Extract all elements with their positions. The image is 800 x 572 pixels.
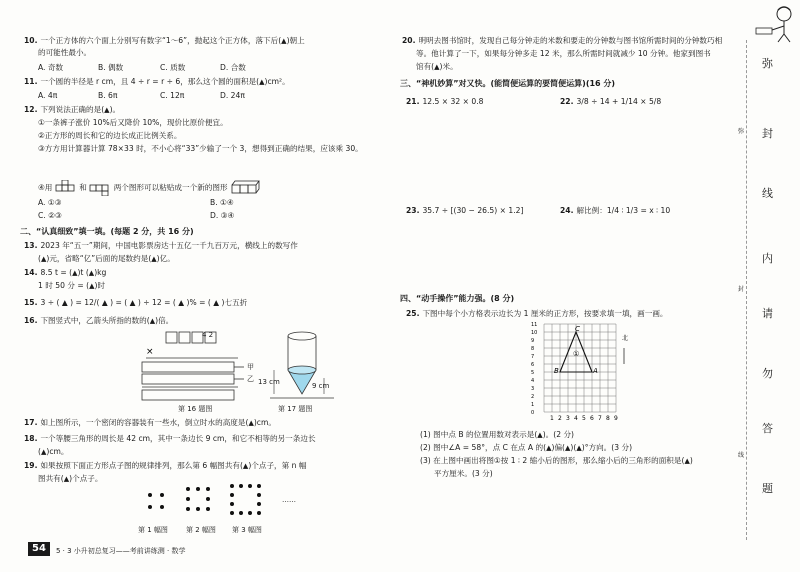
dot [160, 493, 164, 497]
dot [206, 507, 210, 511]
ellipsis: …… [282, 496, 296, 504]
figure-16-long-multiplication [138, 328, 248, 404]
dot [257, 484, 261, 488]
dot [248, 484, 252, 488]
x-tick-label: 5 [582, 415, 586, 422]
option-d[interactable]: D. 合数 [220, 63, 246, 72]
question-25-part1: (1) 图中点 B 的位置用数对表示是(▲)。(2 分) [420, 430, 575, 439]
x-tick-label: 8 [606, 415, 610, 422]
north-label: 北 [622, 335, 629, 342]
dot [160, 505, 164, 509]
question-23: 23. 35.7 ÷ [(30 − 26.5) × 1.2] [406, 206, 524, 215]
gutter-char: 题 [762, 482, 773, 495]
y-tick-label: 5 [531, 370, 535, 376]
height-label-13cm: 13 cm [258, 378, 280, 386]
x-tick-label: 4 [574, 415, 578, 422]
dot [186, 487, 190, 491]
question-12: 12. 下列说法正确的是(▲)。 [24, 105, 121, 114]
dot [239, 484, 243, 488]
gutter-char: 请 [762, 307, 773, 320]
dot [230, 493, 234, 497]
option-c[interactable]: C. ②③ [38, 211, 62, 220]
coordinate-grid [530, 320, 650, 424]
page-number: 54 [28, 542, 50, 556]
dot [248, 511, 252, 515]
y-tick-label: 8 [531, 346, 535, 352]
section-4-heading: 四、“动手操作”能力强。(8 分) [400, 294, 515, 303]
question-24: 24. 解比例：1/4 ∶ 1/3 = x ∶ 10 [560, 206, 671, 215]
gutter-char: 内 [762, 252, 773, 265]
gutter-small-char: 弥 [738, 128, 745, 135]
y-tick-label: 4 [531, 378, 535, 384]
gutter-small-char: 封 [738, 286, 745, 293]
cube-net-icon [55, 180, 77, 196]
option-a[interactable]: A. 4π [38, 91, 58, 100]
dot [230, 484, 234, 488]
x-tick-label: 3 [566, 415, 570, 422]
dot [186, 507, 190, 511]
gutter-char: 线 [762, 187, 773, 200]
point-c-label: C [575, 325, 580, 333]
multiplier-digits: 4 2 [202, 331, 214, 339]
dot [257, 511, 261, 515]
statement-1: ①一条裤子涨价 10%后又降价 10%，现价比原价便宜。 [38, 118, 228, 127]
question-20-line3: 馆有(▲)米。 [416, 62, 458, 71]
cartoon-figure-icon [754, 4, 798, 44]
question-18-line2: (▲)cm。 [38, 447, 69, 456]
figure-one-label: ① [573, 350, 580, 358]
cube-net-icon [89, 180, 111, 196]
dot [196, 487, 200, 491]
figure-19-caption-2: 第 2 幅图 [186, 526, 216, 534]
option-d[interactable]: D. ③④ [210, 211, 235, 220]
question-25-part2: (2) 图中∠A = 58°，点 C 在点 A 的(▲)偏(▲)(▲)°方向。(3 分) [420, 443, 633, 452]
question-20-line2: 等。他计算了一下，如果每分钟多走 12 米，那么所需时间就减少 10 分钟。他家到图书 [416, 49, 711, 58]
question-10-line2: 的可能性最小。 [38, 48, 92, 57]
option-d[interactable]: D. 24π [220, 91, 245, 100]
dot [186, 497, 190, 501]
option-b[interactable]: B. ①④ [210, 198, 234, 207]
y-tick-label: 3 [531, 386, 535, 392]
question-19-line2: 图共有(▲)个点子。 [38, 474, 103, 483]
x-tick-label: 2 [558, 415, 562, 422]
question-10: 10. 一个正方体的六个面上分别写有数字“1～6”，抛起这个正方体，落下后(▲)朝上 [24, 36, 305, 45]
question-25: 25. 下图中每个小方格表示边长为 1 厘米的正方形，按要求填一填，画一画。 [406, 309, 668, 318]
figure-16-caption: 第 16 题图 [178, 405, 213, 413]
question-21: 21. 12.5 × 32 × 0.8 [406, 97, 484, 106]
figure-19-caption-1: 第 1 幅图 [138, 526, 168, 534]
x-tick-label: 6 [590, 415, 594, 422]
option-a[interactable]: A. ①③ [38, 198, 62, 207]
statement-3: ③方方用计算器计算 78×33 时，不小心将“33”少输了一个 3，想得到正确的结果，应该乘 30。 [38, 144, 363, 153]
question-15: 15. 3 ÷ ( ▲ ) = 12/( ▲ ) = ( ▲ ) ÷ 12 = ( ▲ )% = ( ▲ )七五折 [24, 298, 248, 307]
point-b-label: B [554, 367, 559, 375]
dot [148, 505, 152, 509]
question-13-line2: (▲)元，省略“亿”后面的尾数约是(▲)亿。 [38, 254, 175, 263]
option-c[interactable]: C. 12π [160, 91, 185, 100]
x-tick-label: 7 [598, 415, 602, 422]
dot [239, 511, 243, 515]
gutter-small-char: 线 [738, 452, 745, 459]
dot [148, 493, 152, 497]
times-sign: × [146, 347, 154, 357]
cut-line [746, 40, 747, 540]
gutter-char: 勿 [762, 367, 773, 380]
question-20: 20. 明明去图书馆时，发现自己每分钟走的米数和要走的分钟数与图书馆所需时间的分钟数巧相 [402, 36, 723, 45]
option-b[interactable]: B. 6π [98, 91, 118, 100]
dot [196, 507, 200, 511]
y-tick-label: 6 [531, 362, 535, 368]
option-b[interactable]: B. 偶数 [98, 63, 124, 72]
statement-4: ④用 和 两个图形可以粘贴成一个新的图形 [38, 179, 264, 197]
dot [230, 511, 234, 515]
y-tick-label: 7 [531, 354, 535, 360]
x-tick-label: 1 [550, 415, 554, 422]
question-14-line2: 1 时 50 分 = (▲)时 [38, 281, 106, 290]
statement-2: ②正方形的周长和它的边长成正比例关系。 [38, 131, 182, 140]
y-tick-label: 0 [531, 410, 535, 416]
question-25-part3-line2: 平方厘米。(3 分) [434, 469, 493, 478]
question-14: 14. 8.5 t = (▲)t (▲)kg [24, 268, 107, 277]
dot [206, 487, 210, 491]
question-25-part3: (3) 在上图中画出将图①按 1 ∶ 2 缩小后的图形，那么缩小后的三角形的面积是(▲) [420, 456, 693, 465]
question-19: 19. 如果按照下面正方形点子图的规律排列，那么第 6 幅图共有(▲)个点子，第 n 幅 [24, 461, 307, 470]
dot [257, 493, 261, 497]
question-17: 17. 如上图所示，一个密闭的容器装有一些水，倒立时水的高度是(▲)cm。 [24, 418, 276, 427]
question-16: 16. 下图竖式中，乙箭头所指的数的(▲)倍。 [24, 316, 174, 325]
option-c[interactable]: C. 质数 [160, 63, 186, 72]
dot [206, 497, 210, 501]
question-11: 11. 一个圆的半径是 r cm，且 4 ÷ r = r ÷ 6，那么这个圆的面积是(▲)cm²。 [24, 77, 290, 86]
question-22: 22. 3/8 ÷ 14 + 1/14 × 5/8 [560, 97, 662, 106]
section-3-heading: 三、“神机妙算”对又快。(能简便运算的要简便运算)(16 分) [400, 79, 616, 88]
point-a-label: A [593, 367, 598, 375]
x-tick-label: 9 [614, 415, 618, 422]
gutter-char: 答 [762, 422, 773, 435]
gutter-char: 封 [762, 127, 773, 140]
figure-17-caption: 第 17 题图 [278, 405, 313, 413]
gutter-char: 弥 [762, 57, 773, 70]
y-tick-label: 11 [531, 322, 538, 328]
arrow-label-jia: 甲 [247, 363, 254, 371]
option-a[interactable]: A. 奇数 [38, 63, 64, 72]
figure-17-container [262, 328, 342, 406]
stacked-cubes-icon [230, 179, 264, 197]
figure-19-caption-3: 第 3 幅图 [232, 526, 262, 534]
y-tick-label: 10 [531, 330, 538, 336]
section-2-heading: 二、“认真细致”填一填。(每题 2 分，共 16 分) [20, 227, 194, 236]
arrow-label-yi: 乙 [247, 375, 254, 383]
y-tick-label: 1 [531, 402, 535, 408]
footer-title: 5 · 3 小升初总复习——考前讲练测 · 数学 [56, 547, 186, 555]
y-tick-label: 2 [531, 394, 535, 400]
y-tick-label: 9 [531, 338, 535, 344]
question-13: 13. 2023 年“五一”期间，中国电影票房达十五亿一千九百万元，横线上的数写作 [24, 241, 298, 250]
dot [230, 502, 234, 506]
height-label-9cm: 9 cm [312, 382, 330, 390]
dot [257, 502, 261, 506]
question-18: 18. 一个等腰三角形的周长是 42 cm，其中一条边长 9 cm，和它不相等的另一条边长 [24, 434, 316, 443]
